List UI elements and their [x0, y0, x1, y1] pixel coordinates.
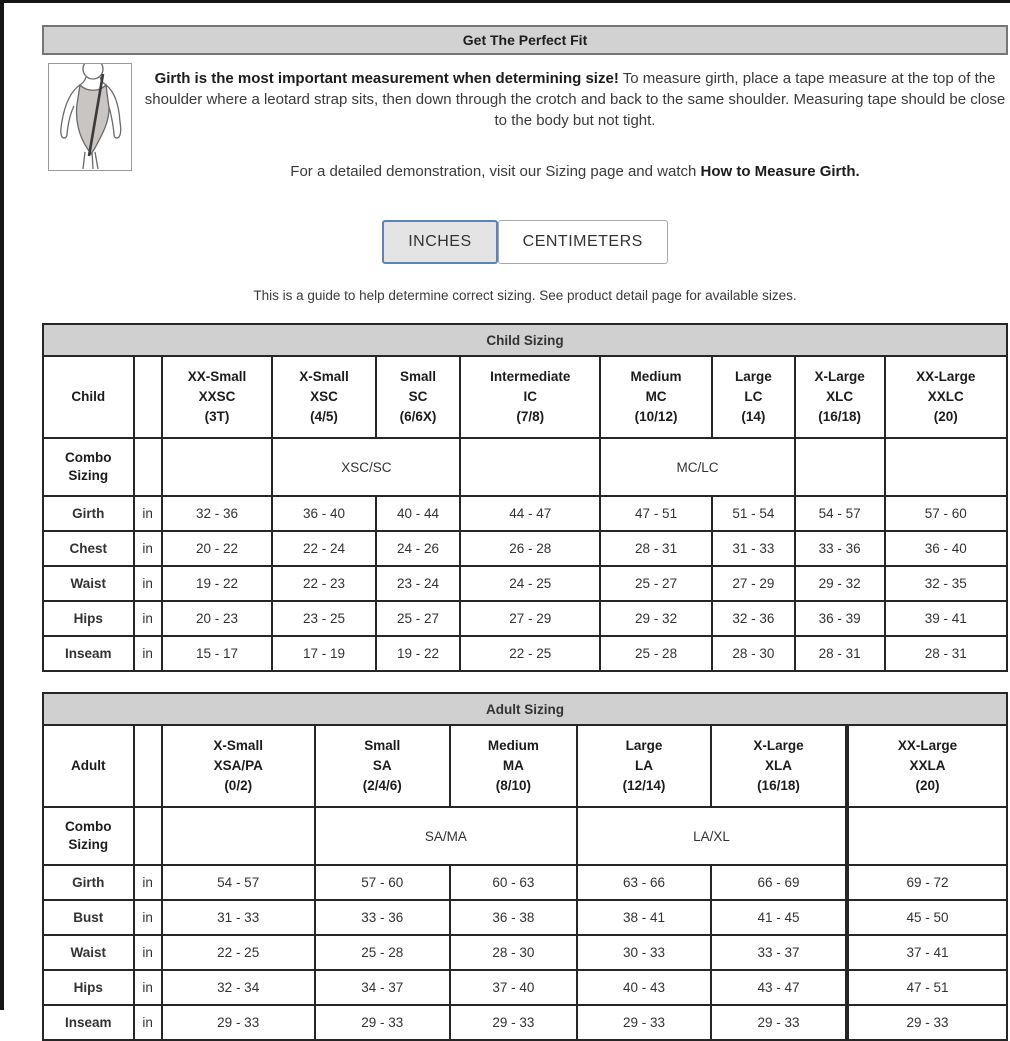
size-value: 54 - 57: [795, 496, 885, 531]
size-value: 29 - 32: [795, 566, 885, 601]
size-value: 25 - 28: [600, 636, 712, 671]
combo-sizing-label: Combo Sizing: [43, 807, 134, 865]
adult-sizing-table: [42, 692, 1008, 1041]
size-value: 47 - 51: [600, 496, 712, 531]
unit-cell: in: [134, 566, 162, 601]
size-column-header: X-Large XLC (16/18): [795, 356, 885, 438]
size-value: 30 - 33: [577, 935, 711, 970]
unit-cell: in: [134, 1005, 162, 1040]
size-value: 57 - 60: [885, 496, 1008, 531]
size-value: 28 - 30: [450, 935, 577, 970]
size-value: 22 - 24: [272, 531, 375, 566]
size-value: 37 - 41: [847, 935, 1007, 970]
size-value: 20 - 22: [162, 531, 273, 566]
size-column-header: XX-Large XXLC (20): [885, 356, 1008, 438]
size-column-header: XX-Large XXLA (20): [847, 725, 1007, 807]
unit-cell: in: [134, 935, 162, 970]
size-value: 32 - 34: [162, 970, 315, 1005]
measure-label: Inseam: [43, 1005, 134, 1040]
measure-label: Hips: [43, 970, 134, 1005]
size-column-header: Small SC (6/6X): [376, 356, 461, 438]
size-value: 29 - 32: [600, 601, 712, 636]
size-value: 69 - 72: [847, 865, 1007, 900]
combo-cell: [847, 807, 1007, 865]
size-value: 54 - 57: [162, 865, 315, 900]
demo-line: [142, 163, 1008, 180]
size-value: 17 - 19: [272, 636, 375, 671]
size-value: 36 - 40: [272, 496, 375, 531]
unit-cell: in: [134, 601, 162, 636]
size-value: 32 - 36: [712, 601, 795, 636]
size-value: 63 - 66: [577, 865, 711, 900]
size-value: 23 - 25: [272, 601, 375, 636]
size-value: 40 - 43: [577, 970, 711, 1005]
unit-cell: in: [134, 865, 162, 900]
size-value: 41 - 45: [711, 900, 847, 935]
size-value: 31 - 33: [162, 900, 315, 935]
size-value: 22 - 25: [162, 935, 315, 970]
combo-cell: [795, 438, 885, 496]
size-value: 26 - 28: [460, 531, 600, 566]
girth-instructions-rest: To measure girth, place a tape measure at the top of the shoulder where a leotard strap sits, then down through the crotch and back to the same shoulder. Measuring tape should be close to the body but not tight.: [144, 70, 1006, 129]
unit-header-cell: [134, 725, 162, 807]
size-value: 27 - 29: [712, 566, 795, 601]
size-value: 29 - 33: [315, 1005, 450, 1040]
intro-text-column: [142, 61, 1008, 180]
size-value: 29 - 33: [847, 1005, 1007, 1040]
combo-cell: LA/XL: [577, 807, 847, 865]
size-column-header: Small SA (2/4/6): [315, 725, 450, 807]
combo-cell: MC/LC: [600, 438, 795, 496]
row-group-label: Child: [43, 356, 134, 438]
measure-label: Hips: [43, 601, 134, 636]
girth-instructions: [142, 68, 1008, 131]
size-column-header: X-Large XLA (16/18): [711, 725, 847, 807]
combo-cell: XSC/SC: [272, 438, 460, 496]
measure-label: Girth: [43, 865, 134, 900]
combo-cell: [162, 807, 315, 865]
measure-label: Girth: [43, 496, 134, 531]
size-value: 32 - 35: [885, 566, 1008, 601]
combo-cell: [460, 438, 600, 496]
row-group-label: Adult: [43, 725, 134, 807]
combo-unit-cell: [134, 438, 162, 496]
size-value: 28 - 31: [795, 636, 885, 671]
size-column-header: Medium MA (8/10): [450, 725, 577, 807]
size-column-header: Medium MC (10/12): [600, 356, 712, 438]
size-value: 25 - 28: [315, 935, 450, 970]
measure-label: Waist: [43, 935, 134, 970]
section-title: Child Sizing: [43, 324, 1007, 356]
size-value: 60 - 63: [450, 865, 577, 900]
size-value: 57 - 60: [315, 865, 450, 900]
size-value: 36 - 38: [450, 900, 577, 935]
size-column-header: Intermediate IC (7/8): [460, 356, 600, 438]
size-value: 44 - 47: [460, 496, 600, 531]
size-column-header: Large LA (12/14): [577, 725, 711, 807]
size-value: 36 - 40: [885, 531, 1008, 566]
size-column-header: X-Small XSA/PA (0/2): [162, 725, 315, 807]
combo-cell: SA/MA: [315, 807, 577, 865]
size-value: 33 - 37: [711, 935, 847, 970]
size-value: 20 - 23: [162, 601, 273, 636]
size-value: 28 - 30: [712, 636, 795, 671]
size-value: 47 - 51: [847, 970, 1007, 1005]
unit-cell: in: [134, 970, 162, 1005]
size-value: 34 - 37: [315, 970, 450, 1005]
size-value: 31 - 33: [712, 531, 795, 566]
child-sizing-table: [42, 323, 1008, 672]
size-value: 19 - 22: [376, 636, 461, 671]
size-value: 19 - 22: [162, 566, 273, 601]
size-value: 33 - 36: [315, 900, 450, 935]
unit-cell: in: [134, 636, 162, 671]
unit-cell: in: [134, 531, 162, 566]
leotard-girth-diagram-icon: [48, 63, 132, 171]
size-value: 38 - 41: [577, 900, 711, 935]
combo-sizing-label: Combo Sizing: [43, 438, 134, 496]
sizing-note: This is a guide to help determine correct sizing. See product detail page for available sizes.: [253, 288, 797, 303]
size-value: 27 - 29: [460, 601, 600, 636]
size-value: 24 - 25: [460, 566, 600, 601]
size-value: 51 - 54: [712, 496, 795, 531]
page-title: Get The Perfect Fit: [42, 25, 1008, 55]
measure-label: Chest: [43, 531, 134, 566]
combo-unit-cell: [134, 807, 162, 865]
unit-cell: in: [134, 496, 162, 531]
size-value: 22 - 23: [272, 566, 375, 601]
size-value: 29 - 33: [711, 1005, 847, 1040]
size-value: 37 - 40: [450, 970, 577, 1005]
size-value: 29 - 33: [162, 1005, 315, 1040]
measure-label: Inseam: [43, 636, 134, 671]
demo-line-bold: How to Measure Girth.: [700, 163, 860, 180]
unit-cell: in: [134, 900, 162, 935]
girth-instructions-bold: Girth is the most important measurement when determining size!: [154, 70, 619, 87]
size-value: 24 - 26: [376, 531, 461, 566]
inches-button[interactable]: INCHES: [382, 220, 497, 264]
combo-cell: [162, 438, 273, 496]
centimeters-button[interactable]: CENTIMETERS: [498, 220, 668, 264]
size-value: 22 - 25: [460, 636, 600, 671]
size-value: 28 - 31: [600, 531, 712, 566]
measure-label: Waist: [43, 566, 134, 601]
demo-line-text: For a detailed demonstration, visit our Sizing page and watch: [290, 163, 701, 180]
size-value: 25 - 27: [600, 566, 712, 601]
size-value: 23 - 24: [376, 566, 461, 601]
section-title: Adult Sizing: [43, 693, 1007, 725]
size-value: 40 - 44: [376, 496, 461, 531]
size-value: 25 - 27: [376, 601, 461, 636]
size-value: 33 - 36: [795, 531, 885, 566]
unit-header-cell: [134, 356, 162, 438]
intro-section: [42, 61, 1008, 180]
size-value: 28 - 31: [885, 636, 1008, 671]
combo-cell: [885, 438, 1008, 496]
size-value: 43 - 47: [711, 970, 847, 1005]
size-value: 45 - 50: [847, 900, 1007, 935]
size-column-header: XX-Small XXSC (3T): [162, 356, 273, 438]
measure-label: Bust: [43, 900, 134, 935]
size-value: 29 - 33: [450, 1005, 577, 1040]
size-value: 15 - 17: [162, 636, 273, 671]
unit-toggle: [42, 220, 1008, 264]
size-value: 29 - 33: [577, 1005, 711, 1040]
size-value: 36 - 39: [795, 601, 885, 636]
size-column-header: X-Small XSC (4/5): [272, 356, 375, 438]
size-column-header: Large LC (14): [712, 356, 795, 438]
size-value: 32 - 36: [162, 496, 273, 531]
sizing-guide-page: [42, 25, 1008, 1041]
size-value: 39 - 41: [885, 601, 1008, 636]
size-value: 66 - 69: [711, 865, 847, 900]
